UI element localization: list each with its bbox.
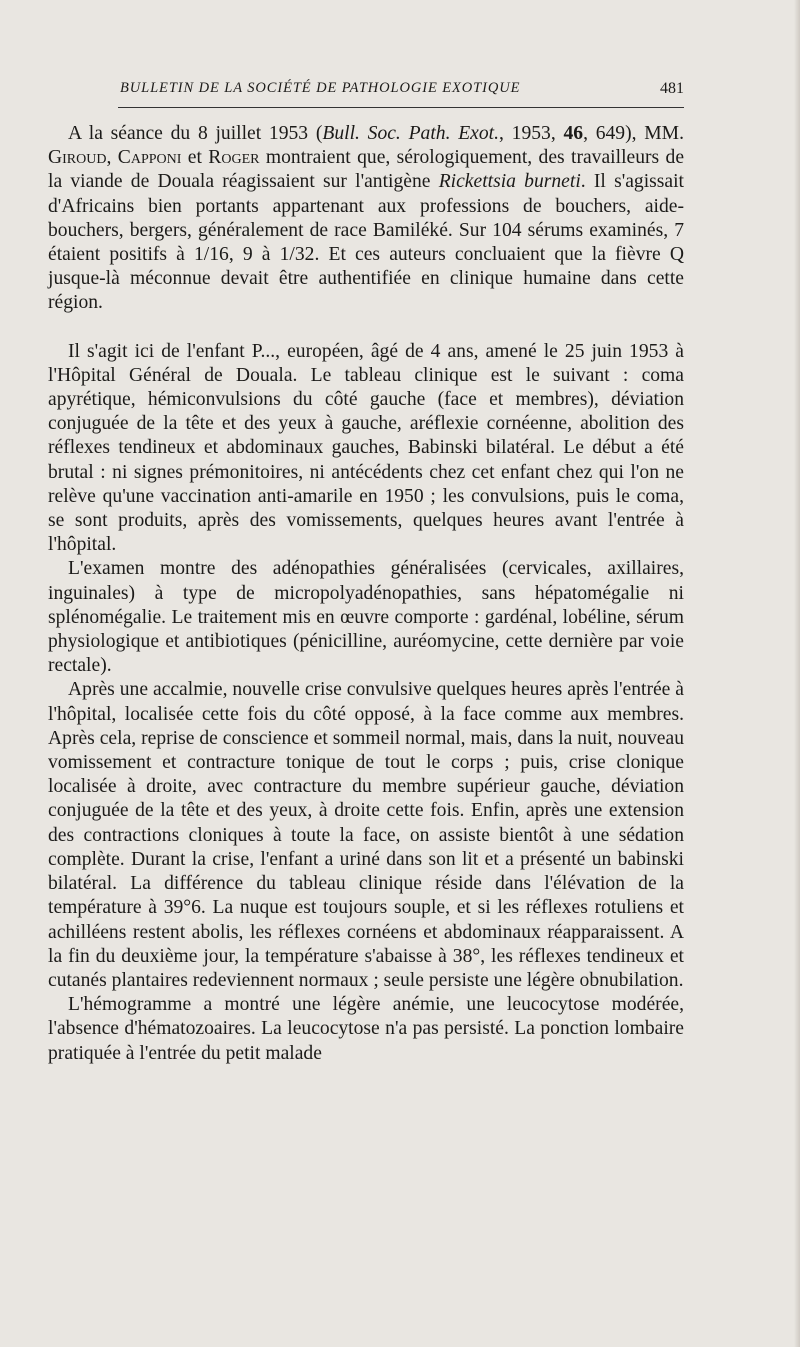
article-body: [48, 122, 684, 1066]
text-run: montraient que, sérologiquement, des travailleurs de la viande de Douala réagissaient sur l'antigène: [48, 147, 685, 193]
paragraph-seance: [48, 122, 684, 316]
species-name: Rickettsia burneti: [438, 171, 581, 193]
paragraph-examen: L'examen montre des adénopathies généralisées (cervicales, axillaires, inguinales) à type de micropolyadénopathies, sans hépatomégalie ni splénomégalie. Le traitement mis en œuvre comporte : gardénal, lobéline, sérum physiologique et antibiotiques (pénicilline, auréomycine, cette dernière par voie rectale).: [48, 558, 684, 677]
page-number: 481: [660, 80, 684, 97]
paragraph-hemogramme: L'hémogramme a montré une légère anémie, une leucocytose modérée, l'absence d'hématozoaires. La leucocytose n'a pas persisté. La ponction lombaire pratiquée à l'entrée du petit malade: [48, 994, 684, 1064]
author-name: Giroud: [48, 147, 107, 169]
author-name: Capponi: [117, 147, 182, 169]
page-edge-shadow: [794, 0, 800, 1347]
running-header: [118, 78, 684, 102]
text-run: et: [181, 147, 209, 169]
journal-citation: Bull. Soc. Path. Exot.: [322, 123, 500, 144]
text-run: , 1953,: [499, 123, 564, 144]
text-run: , 649), MM.: [583, 123, 684, 144]
text-run: A la séance du 8 juillet 1953 (: [68, 123, 323, 144]
author-name: Roger: [208, 147, 260, 169]
paragraph-case: Il s'agit ici de l'enfant P..., européen, âgé de 4 ans, amené le 25 juin 1953 à l'Hôpital Général de Douala. Le tableau clinique est le suivant : coma apyrétique, hémiconvulsions du côté gauche (face et membres), déviation conjuguée de la tête et des yeux à gauche, aréflexie cornéenne, abolition des réflexes tendineux et abdominaux gauches, Babinski bilatéral. Le début a été brutal : ni signes prémonitoires, ni antécédents chez cet enfant chez qui l'on ne relève qu'une vaccination anti-amarile en 1950 ; les convulsions, puis le coma, se sont produits, après des vomissements, quelques heures avant l'entrée à l'hôpital.: [48, 340, 684, 556]
volume-number: 46: [563, 123, 584, 144]
header-rule: [118, 107, 684, 108]
paragraph-evolution: Après une accalmie, nouvelle crise convulsive quelques heures après l'entrée à l'hôpital, localisée cette fois du côté opposé, à la face comme aux membres. Après cela, reprise de conscience et sommeil normal, mais, dans la nuit, nouveau vomissement et contracture tonique de tout le corps ; puis, crise clonique localisée à droite, avec contracture du membre supérieur gauche, déviation conjuguée de la tête et des yeux, à droite cette fois. Enfin, après une extension des contractions cloniques à toute la face, on assiste bientôt à une sédation complète. Durant la crise, l'enfant a uriné dans son lit et a présenté un babinski bilatéral. La différence du tableau clinique réside dans l'élévation de la température à 39°6. La nuque est toujours souple, et si les réflexes rotuliens et achilléens restent abolis, les réflexes cornéens et abdominaux réapparaissent. A la fin du deuxième jour, la température s'abaisse à 38°, les réflexes tendineux et cutanés plantaires redeviennent normaux ; seule persiste une légère obnubilation.: [48, 679, 684, 991]
text-run: . Il s'agissait d'Africains bien portants appartenant aux professions de bouchers, aide-bouchers, bergers, généralement de race Bamiléké. Sur 104 sérums examinés, 7 étaient positifs à 1/16, 9 à 1/32. Et ces auteurs concluaient que la fièvre Q jusque-là méconnue devait être authentifiée en clinique humaine dans cette région.: [48, 171, 684, 314]
running-title: BULLETIN DE LA SOCIÉTÉ DE PATHOLOGIE EXOTIQUE: [120, 80, 521, 96]
text-run: ,: [106, 147, 118, 169]
